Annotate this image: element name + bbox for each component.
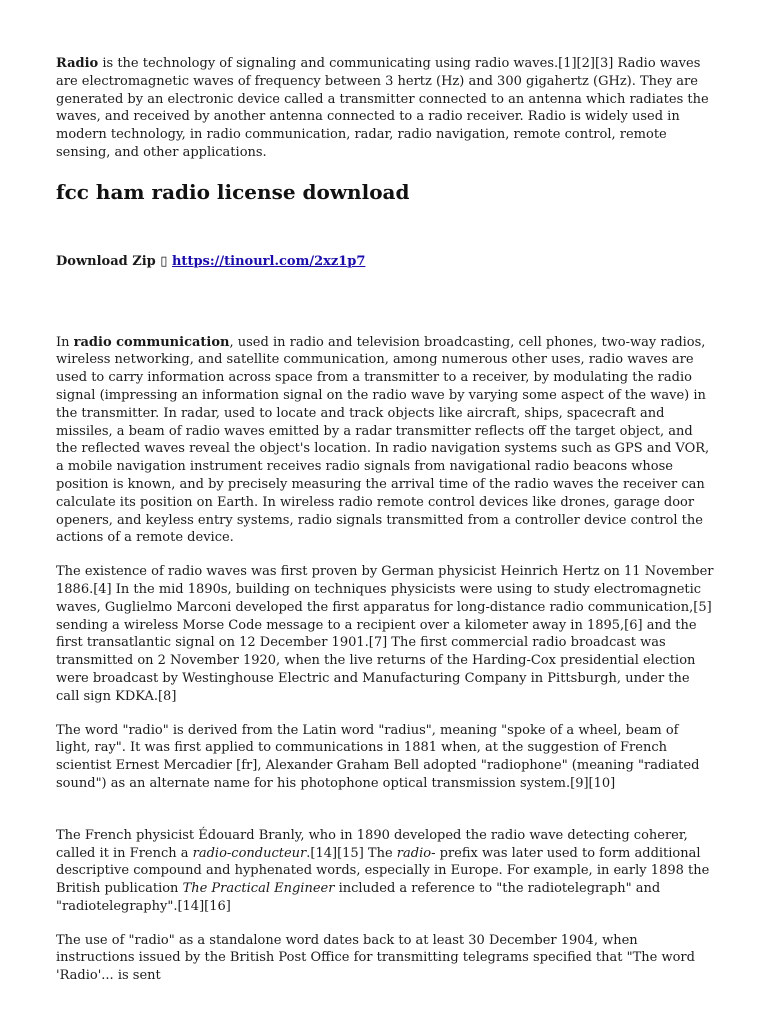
comm-text: , used in radio and television broadcasting, cell phones, two-way radios, wireless networking, and satellite communication, among numerous other uses, radio waves are used to carry information across space from a transmitter to a receiver, by modulating the radio signal (impressing an information signal on the radio wave by varying some aspect of the wave) in the transmitter. In radar, used to locate and track objects like aircraft, ships, spacecraft and missiles, a beam of radio waves emitted by a radar transmitter reflects off the target object, and the reflected waves reveal the object's location. In radio navigation systems such as GPS and VOR, a mobile navigation instrument receives radio signals from navigational radio beacons whose position is known, and by precisely measuring the arrival time of the radio waves the receiver can calculate its position on Earth. In wireless radio remote control devices like drones, garage door openers, and keyless entry systems, radio signals transmitted from a controller device control the actions of a remote device. — [56, 334, 710, 546]
page-title: fcc ham radio license download — [56, 179, 410, 204]
branly-text-2: .[14][15] The — [306, 845, 397, 861]
branly-text-3: - prefix was later used to form additional descriptive compound and hyphenated words, especially in Europe. For example, in early 1898 the British publication — [56, 845, 710, 897]
download-link[interactable]: https://tinourl.com/2xz1p7 — [171, 253, 366, 269]
branly-italic-2: radio — [396, 845, 432, 861]
branly-italic-1: radio-conducteur — [192, 845, 307, 861]
branly-paragraph — [56, 827, 716, 916]
download-label: Download Zip — [56, 253, 156, 269]
comm-pre: In — [56, 334, 74, 350]
branly-italic-3: The Practical Engineer — [182, 881, 335, 897]
radio-communication-paragraph — [56, 334, 716, 548]
intro-paragraph — [56, 55, 716, 162]
branly-text-1: The French physicist Édouard Branly, who in 1890 developed the radio wave detecting coherer, called it in French a — [56, 827, 688, 861]
branly-text-4: included a reference to "the radiotelegraph" and "radiotelegraphy".[14][16] — [56, 881, 661, 914]
document-body — [56, 55, 716, 985]
intro-term: Radio — [56, 56, 99, 71]
etymology-paragraph: The word "radio" is derived from the Latin word "radius", meaning "spoke of a wheel, beam of light, ray". It was first applied to communications in 1881 when, at the suggestion of French scientist Ernest Mercadier [fr], Alexander Graham Bell adopted "radiophone" (meaning "radiated sound") as an alternate name for his photophone optical transmission system.[9][10] — [56, 722, 700, 791]
comm-term: radio communication — [73, 334, 230, 350]
download-icon: ▯ — [160, 253, 168, 269]
download-line — [56, 253, 716, 271]
standalone-paragraph: The use of "radio" as a standalone word dates back to at least 30 December 1904, when instructions issued by the British Post Office for transmitting telegrams specified that "The word 'Radio'... is sent — [56, 932, 695, 984]
history-paragraph: The existence of radio waves was first proven by German physicist Heinrich Hertz on 11 November 1886.[4] In the mid 1890s, building on techniques physicists were using to study electromagnetic waves, Guglielmo Marconi developed the first apparatus for long-distance radio communication,[5] sending a wireless Morse Code message to a recipient over a kilometer away in 1895,[6] and the first transatlantic signal on 12 December 1901.[7] The first commercial radio broadcast was transmitted on 2 November 1920, when the live returns of the Harding-Cox presidential election were broadcast by Westinghouse Electric and Manufacturing Company in Pittsburgh, under the call sign KDKA.[8] — [56, 564, 714, 704]
intro-text: is the technology of signaling and communicating using radio waves.[1][2][3] Radio waves are electromagnetic waves of frequency between 3 hertz (Hz) and 300 gigahertz (GHz). They are generated by an electronic device called a transmitter connected to an antenna which radiates the waves, and received by another antenna connected to a radio receiver. Radio is widely used in modern technology, in radio communication, radar, radio navigation, remote control, remote sensing, and other applications. — [56, 56, 709, 160]
